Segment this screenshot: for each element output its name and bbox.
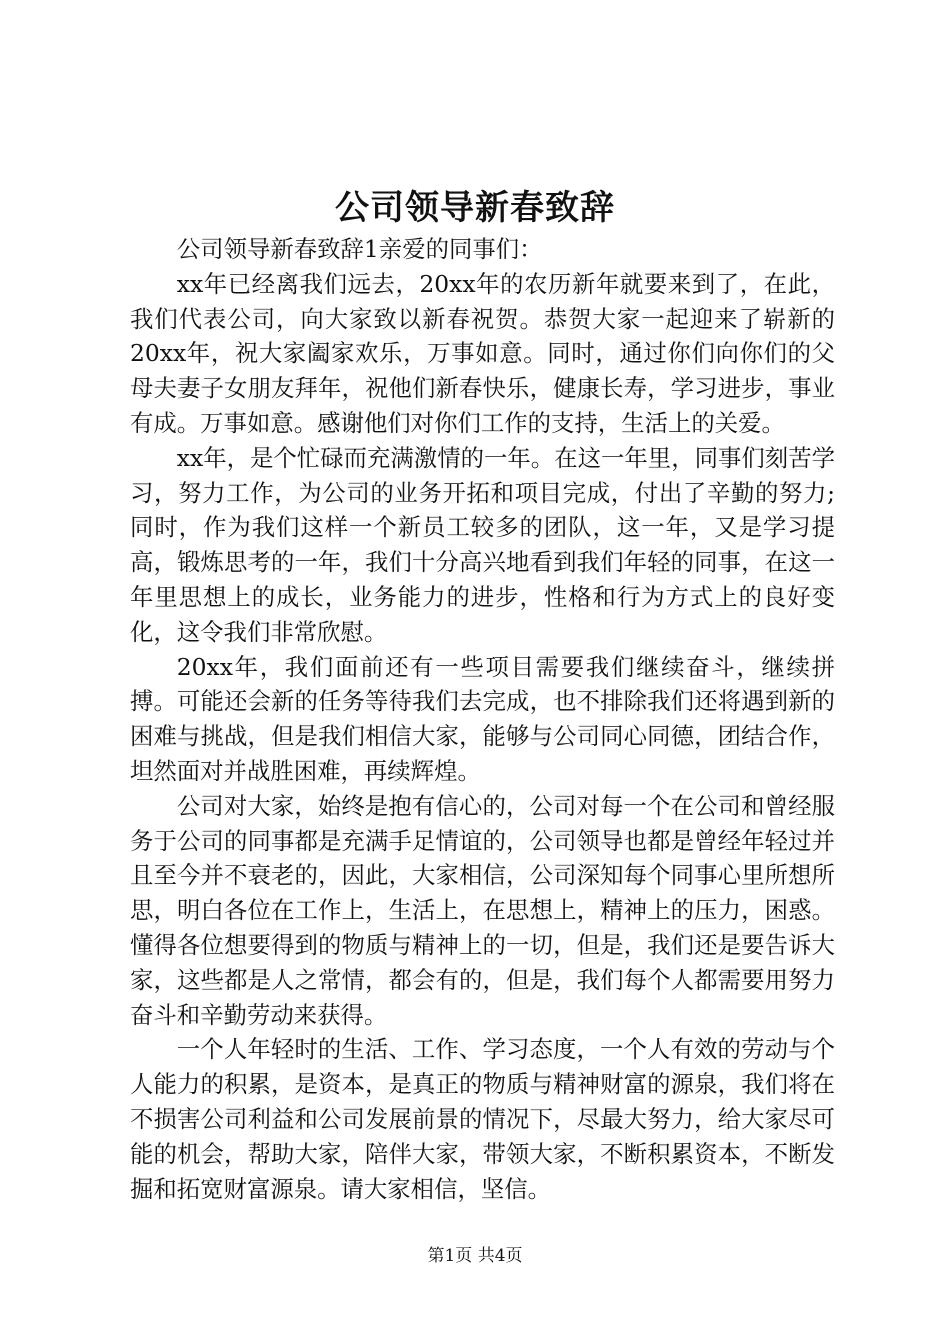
paragraph-company-confidence: 公司对大家，始终是抱有信心的，公司对每一个在公司和曾经服务于公司的同事都是充满手足情谊的，公司领导也都是曾经年轻过并且至今并不衰老的，因此，大家相信，公司深知每个同事心里所想所思，明白各位在工作上，生活上，在思想上，精神上的压力，困惑。懂得各位想要得到的物质与精神上的一切，但是，我们还是要告诉大家，这些都是人之常情，都会有的，但是，我们每个人都需要用努力奋斗和辛勤劳动来获得。	[130, 791, 835, 1029]
paragraph-capital-accumulation: 一个人年轻时的生活、工作、学习态度，一个人有效的劳动与个人能力的积累，是资本，是真正的物质与精神财富的源泉，我们将在不损害公司利益和公司发展前景的情况下，尽最大努力，给大家尽可能的机会，帮助大家，陪伴大家，带领大家，不断积累资本，不断发掘和拓宽财富源泉。请大家相信，坚信。	[130, 1035, 835, 1203]
paragraph-greeting: 公司领导新春致辞1亲爱的同事们：	[176, 235, 543, 263]
paragraph-new-year-wishes: xx年已经离我们远去，20xx年的农历新年就要来到了，在此，我们代表公司，向大家致以新春祝贺。恭贺大家一起迎来了崭新的20xx年，祝大家阖家欢乐，万事如意。同时，通过你们向你们的父母夫妻子女朋友拜年，祝他们新春快乐，健康长寿，学习进步，事业有成。万事如意。感谢他们对你们工作的支持，生活上的关爱。	[130, 269, 835, 437]
page-number-footer: 第1页 共4页	[427, 1246, 523, 1266]
document-body	[130, 232, 835, 1206]
paragraph-year-review: xx年，是个忙碌而充满激情的一年。在这一年里，同事们刻苦学习，努力工作，为公司的业务开拓和项目完成，付出了辛勤的努力;同时，作为我们这样一个新员工较多的团队，这一年，又是学习提高，锻炼思考的一年，我们十分高兴地看到我们年轻的同事，在这一年里思想上的成长，业务能力的进步，性格和行为方式上的良好变化，这令我们非常欣慰。	[130, 443, 835, 646]
document-title: 公司领导新春致辞	[335, 188, 615, 228]
paragraph-coming-year: 20xx年，我们面前还有一些项目需要我们继续奋斗，继续拼搏。可能还会新的任务等待我们去完成，也不排除我们还将遇到新的困难与挑战，但是我们相信大家，能够与公司同心同德，团结合作，坦然面对并战胜困难，再续辉煌。	[130, 652, 835, 785]
